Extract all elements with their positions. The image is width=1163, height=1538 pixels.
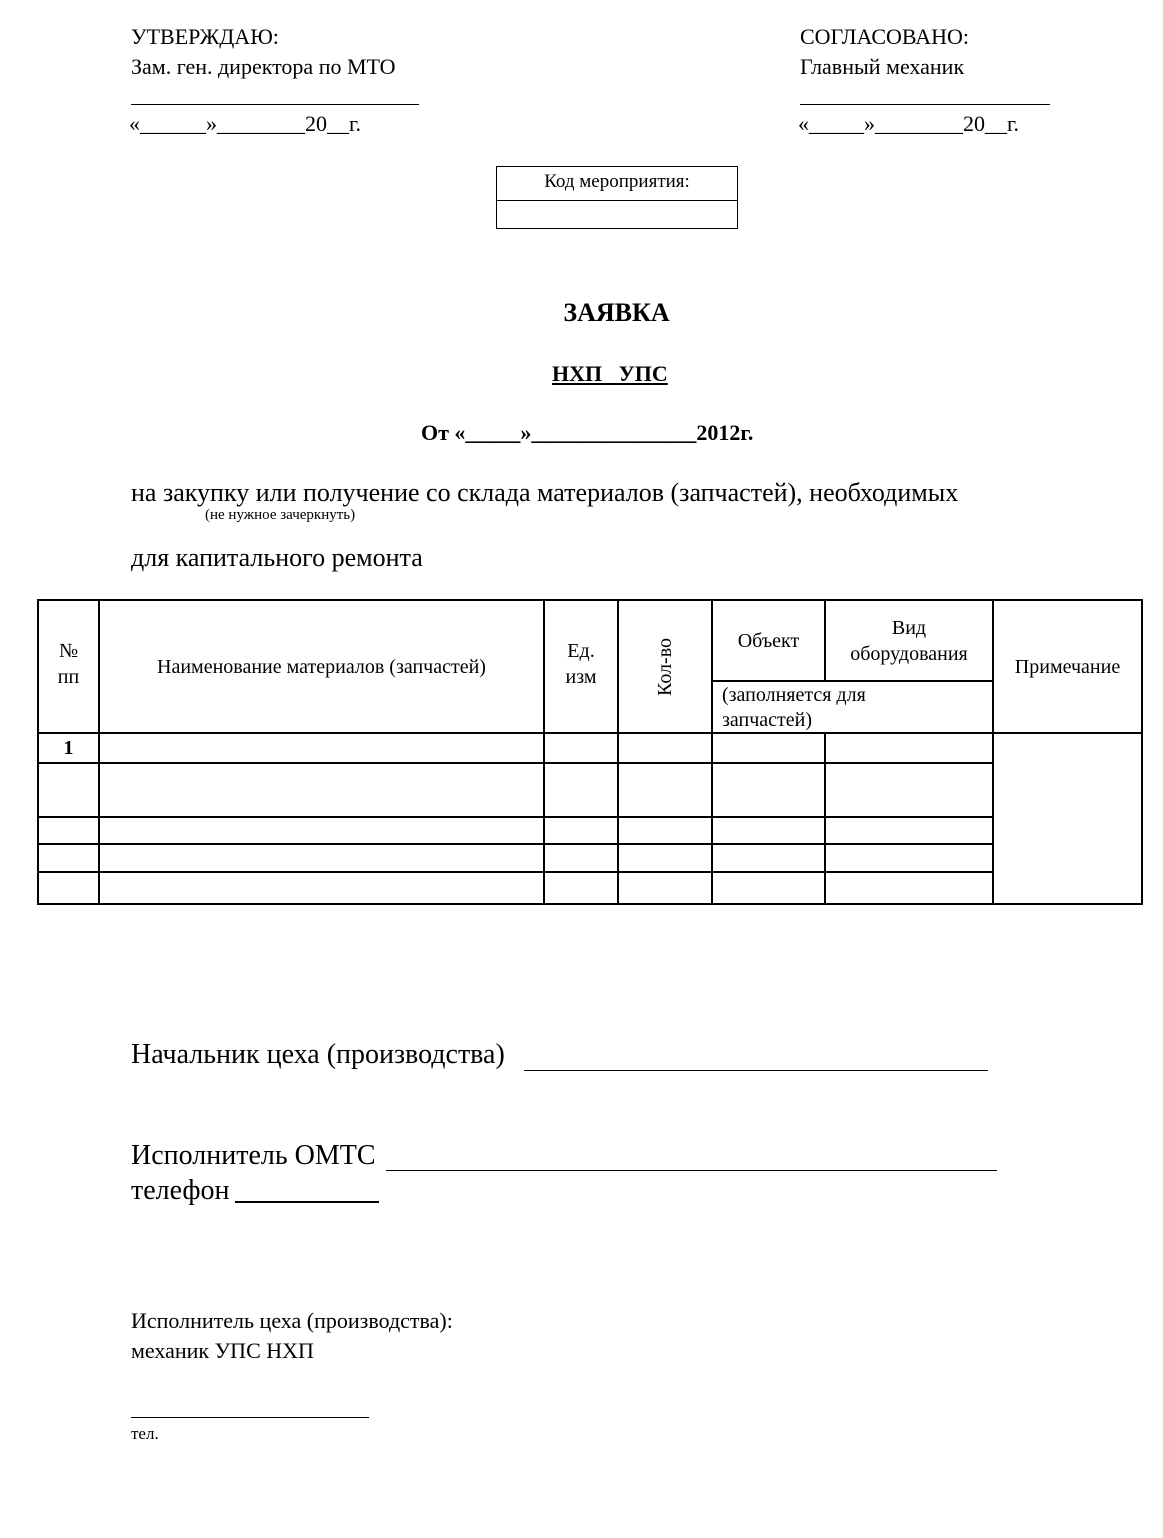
event-code-divider — [497, 200, 737, 201]
approve-title: УТВЕРЖДАЮ: — [131, 24, 279, 49]
approve-position: Зам. ген. директора по МТО — [131, 54, 396, 79]
event-code-box — [496, 166, 738, 229]
agree-position: Главный механик — [800, 54, 965, 79]
header-quantity-text: Кол-во — [654, 637, 676, 696]
date-year: 2012г. — [696, 420, 754, 445]
header-number — [39, 629, 98, 699]
header-object: Объект — [737, 629, 800, 652]
header-equipment — [826, 601, 992, 680]
header-name: Наименование материалов (запчастей) — [157, 655, 486, 678]
header-unit-line1: Ед. — [567, 640, 595, 662]
header-quantity — [619, 601, 711, 732]
header-parts-note — [722, 683, 866, 733]
header-unit-line2: изм — [565, 666, 597, 688]
phone-line — [235, 1201, 379, 1203]
agree-title: СОГЛАСОВАНО: — [800, 24, 969, 49]
agree-date-line: «_____»________20__г. — [798, 111, 1020, 136]
materials-table — [37, 599, 1143, 905]
header-number-line2: пп — [57, 666, 80, 688]
phone-label: телефон — [131, 1175, 230, 1206]
shop-head-label: Начальник цеха (производства) — [131, 1039, 505, 1070]
header-equipment-line1: Вид — [891, 616, 927, 639]
header-equipment-line2: оборудования — [850, 642, 968, 665]
date-month-blank: _______________ — [531, 420, 697, 445]
date-mid: » — [520, 420, 532, 445]
mechanic-signature-line — [131, 1417, 369, 1418]
mechanic-label: механик УПС НХП — [131, 1338, 314, 1363]
header-unit — [545, 629, 617, 699]
header-parts-note-line1: (заполняется для — [722, 684, 866, 706]
omts-executor-signature-line — [386, 1170, 997, 1171]
date-day-blank: _____ — [465, 420, 521, 445]
purpose-line-1: на закупку или получение со склада материалов (запчастей), необходимых — [131, 478, 959, 507]
purpose-line-2: для капитального ремонта — [131, 543, 423, 572]
shop-head-signature-line — [524, 1070, 988, 1071]
omts-executor-label: Исполнитель ОМТС — [131, 1140, 376, 1171]
approve-date-line: «______»________20__г. — [129, 111, 362, 136]
date-prefix: От « — [421, 420, 466, 445]
approve-signature-line — [131, 104, 419, 105]
row-1-number: 1 — [63, 737, 74, 759]
document-date — [421, 420, 753, 446]
document-title: ЗАЯВКА — [563, 298, 670, 327]
header-parts-note-line2: запчастей) — [722, 709, 813, 731]
header-remark: Примечание — [1014, 655, 1121, 678]
tel-label: тел. — [131, 1424, 159, 1443]
agree-signature-line — [800, 104, 1050, 105]
header-number-line1: № — [58, 640, 79, 662]
document-subtitle: НХП УПС — [552, 361, 668, 386]
shop-executor-label: Исполнитель цеха (производства): — [131, 1308, 453, 1333]
event-code-label: Код мероприятия: — [544, 171, 690, 192]
purpose-note: (не нужное зачеркнуть) — [205, 507, 356, 523]
